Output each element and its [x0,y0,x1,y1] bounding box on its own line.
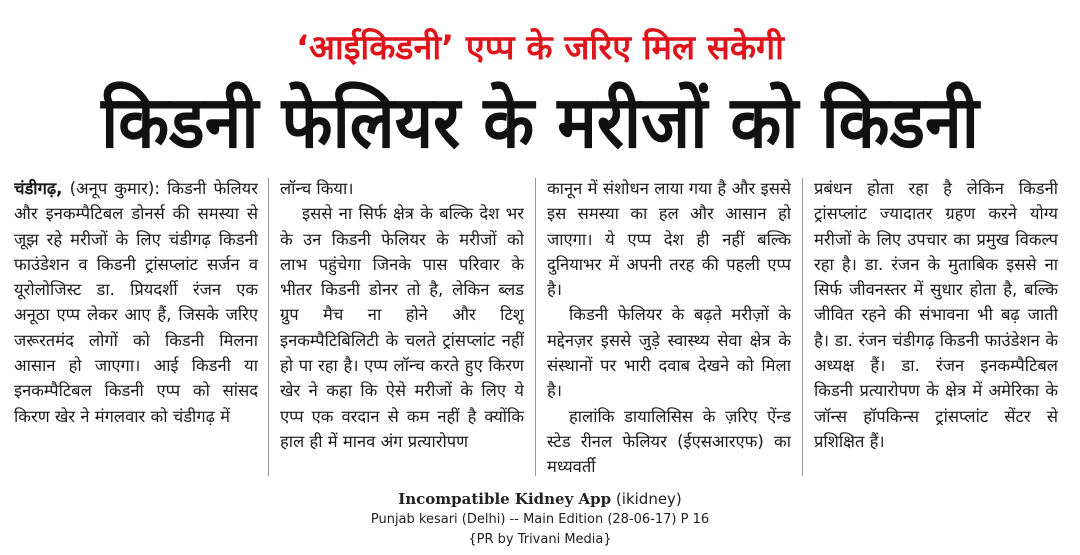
caption-source: Punjab kesari (Delhi) -- Main Edition (28-06-17) P 16 [370,512,710,527]
headline: किडनी फेलियर के मरीजों को किडनी [101,80,979,164]
caption-title: Incompatible Kidney App [398,490,612,508]
article-body [14,176,1064,478]
paragraph: किडनी फेलियर के बढ़ते मरीज़ों के मद्देनज़र इससे जुड़े स्वास्थ्य सेवा क्षेत्र के संस्थानों पर भारी दवाब देखने को मिला है। [547,305,791,401]
sub-headline: ‘आईकिडनी’ एप्प के जरिए मिल सकेगी [296,28,784,68]
column-4 [814,176,1058,478]
dateline: चंडीगढ़, [14,179,63,198]
column-2 [280,176,524,478]
paragraph: कानून में संशोधन लाया गया है और इससे इस समस्या का हल और आसान हो जाएगा। ये एप्प देश ही नहीं बल्कि दुनियाभर में अपनी तरह की पहली एप्प है। [547,179,791,300]
caption-title-suffix: (ikidney) [611,490,682,508]
paragraph: लॉन्च किया। [280,179,354,198]
paragraph: हालांकि डायालिसिस के ज़रिए ऐंन्ड स्टेड रीनल फेलियर (ईएसआरएफ) का मध्यवर्ती [547,406,791,477]
paragraph: इससे ना सिर्फ क्षेत्र के बल्कि देश भर के उन किडनी फेलियर के मरीजों को लाभ पहुंचेगा जिनके पास परिवार के भीतर किडनी डोनर तो है, लेकिन ब्लड ग्रुप मैच ना होने और टिशू इनकम्पैटिबिलिटी के चलते ट्रांसप्लांट नहीं हो पा रहा है। एप्प लॉन्च करते हुए किरण खेर ने कहा कि ऐसे मरीजों के लिए ये एप्प एक वरदान से कम नहीं है क्योंकि हाल ही में मानव अंग प्रत्यारोपण [280,204,524,451]
paragraph [14,176,258,429]
column-3 [547,176,791,478]
paragraph-text: किडनी फेलियर और इनकम्पैटिबल डोनर्स की समस्या से जूझ रहे मरीजों के लिए चंडीगढ़ किडनी फाउंडेशन व किडनी ट्रांसप्लांट सर्जन व यूरोलोजिस्ट डा. प्रियदर्शी रंजन एक अनूठा एप्प लेकर आए हैं, जिसके जरिए जरूरतमंद लोगों को किडनी मिलना आसान हो जाएगा। आई किडनी या इनकम्पैटिबल किडनी एप्प को सांसद किरण खेर ने मंगलवार को चंडीगढ़ में [14,179,258,426]
column-1 [14,176,258,478]
byline: (अनूप कुमार): [62,179,168,198]
caption-title-line [0,490,1080,508]
caption-credit: {PR by Trivani Media} [468,532,612,547]
paragraph: प्रबंधन होता रहा है लेकिन किडनी ट्रांसप्लांट ज्यादातर ग्रहण करने योग्य मरीजों के लिए उपचार का प्रमुख विकल्प रहा है। डा. रंजन के मुताबिक इससे ना सिर्फ जीवनस्तर में सुधार होता है, बल्कि जीवित रहने की संभावना भी बढ़ जाती है। डा. रंजन चंडीगढ़ किडनी फाउंडेशन के अध्यक्ष हैं। डा. रंजन इनकम्पैटिबल किडनी प्रत्यारोपण के क्षेत्र में अमेरिका के जॉन्स हॉपकिन्स ट्रांसप्लांट सेंटर से प्रशिक्षित हैं। [814,179,1058,451]
